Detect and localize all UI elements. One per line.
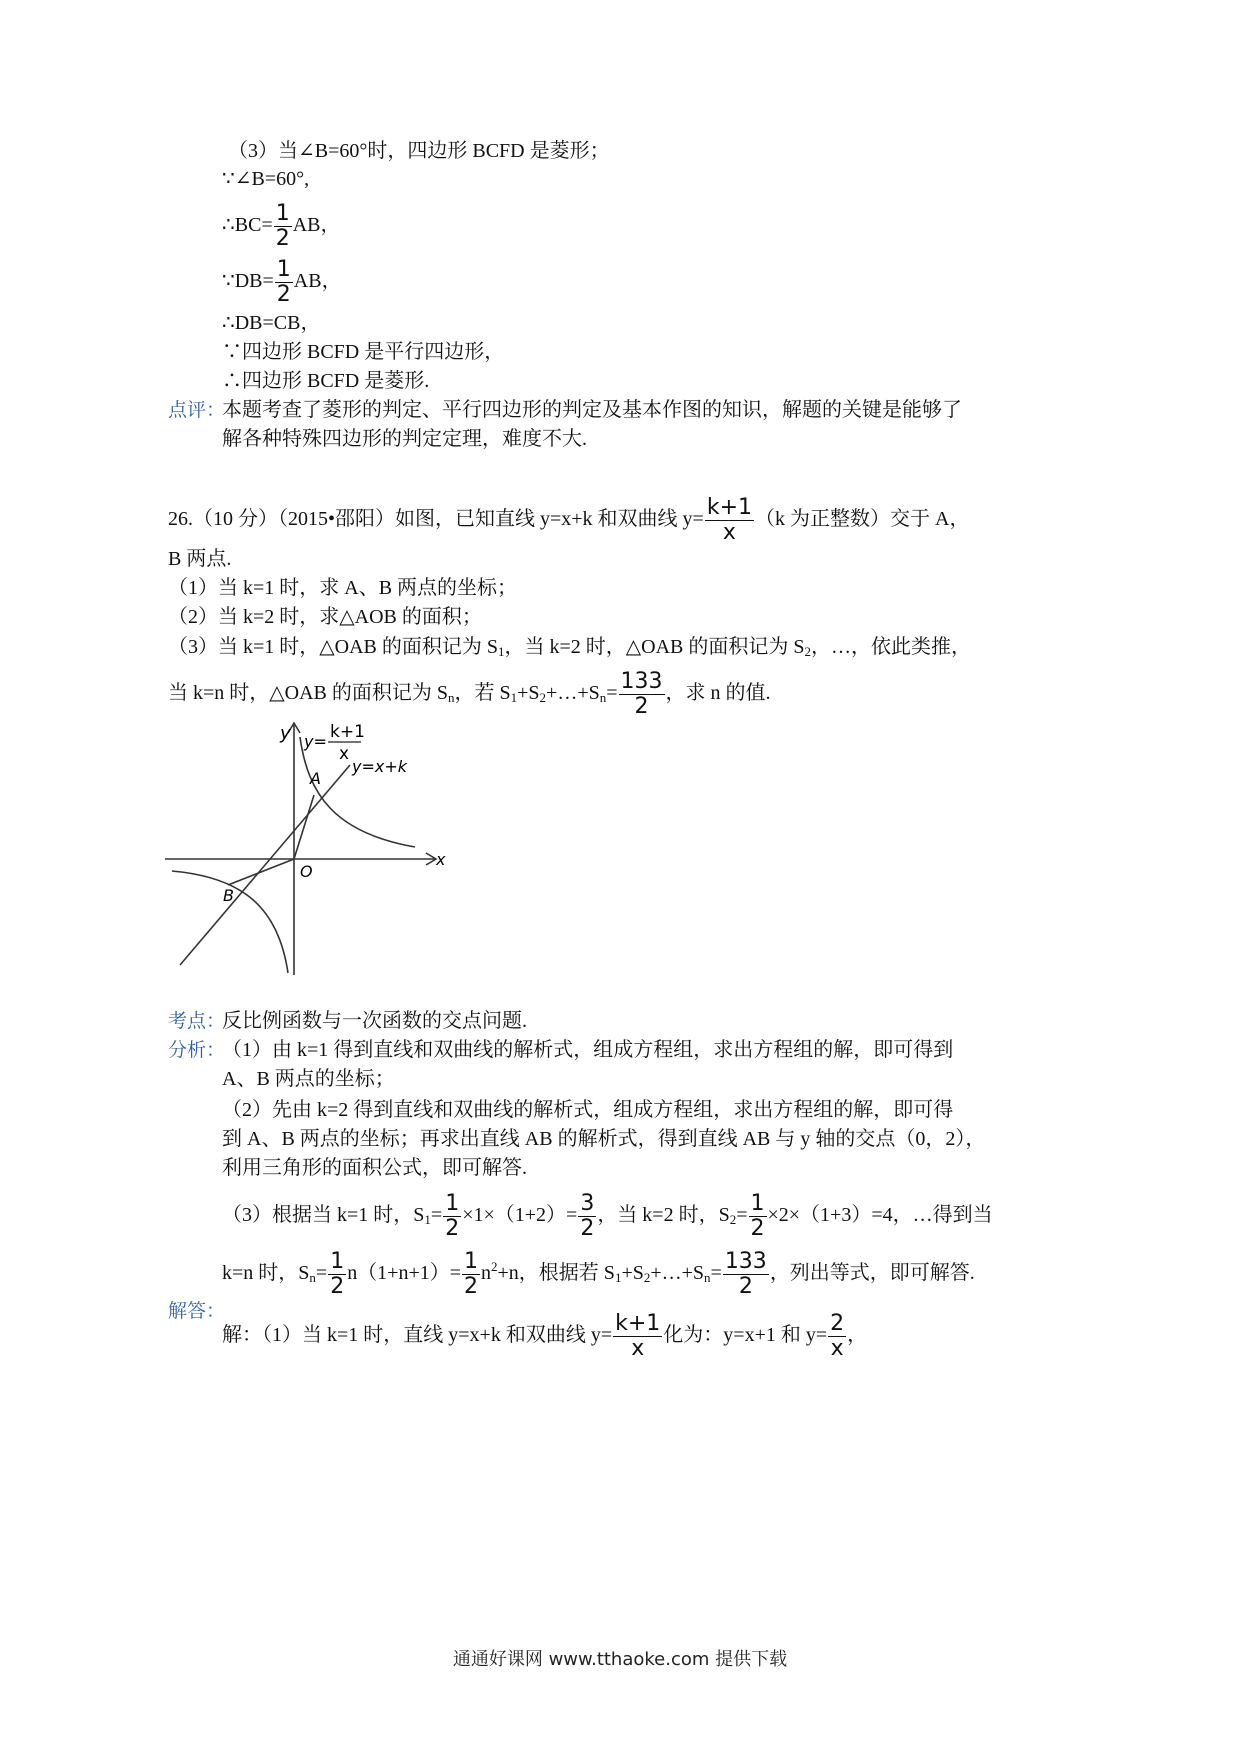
function-graph-figure <box>160 715 460 980</box>
line-label: y=x+k <box>352 757 408 776</box>
comment-line-1: 本题考查了菱形的判定、平行四边形的判定及基本作图的知识，解题的关键是能够了 <box>222 399 962 421</box>
fraction-133-over-2: $\frac{133}{2}$ <box>724 1249 767 1299</box>
fraction-three-halves: $\frac{3}{2}$ <box>580 1191 595 1241</box>
fraction-half: $\frac{1}{2}$ <box>750 1191 765 1241</box>
line-y-equals-x-plus-k <box>180 765 350 965</box>
key-point-label: 考点： <box>168 1010 226 1032</box>
proof-line-6: ∵四边形 BCFD 是平行四边形， <box>222 341 505 363</box>
proof-line-7: ∴四边形 BCFD 是菱形. <box>222 370 430 392</box>
proof-line-5: ∴DB=CB， <box>222 312 321 334</box>
analysis-line-6: （3）根据当 k=1 时，$S_1=$ $\frac{1}{2}$ ×1×（1+2）= $\frac{3}{2}$ ，当 k=2 时，$S_2=$ $\frac{1}{2}$ ×2×（1+3）=4，…得到当 <box>222 1191 993 1241</box>
key-point-text: 反比例函数与一次函数的交点问题. <box>222 1010 527 1032</box>
fraction-half: $\frac{1}{2}$ <box>275 201 290 251</box>
fraction-half: $\frac{1}{2}$ <box>276 257 291 307</box>
fraction-half: $\frac{1}{2}$ <box>445 1191 460 1241</box>
fraction-k-plus-1-over-x: $\frac{k+1}{x}$ <box>706 495 753 545</box>
problem-heading-cont: B 两点. <box>168 548 232 570</box>
y-axis-label: y <box>280 723 291 744</box>
comment-label: 点评： <box>168 399 226 421</box>
proof-line-4: ∵DB= $\frac{1}{2}$ AB， <box>222 257 342 307</box>
curve-label-numerator: k+1 <box>330 722 365 742</box>
analysis-line-2: A、B 两点的坐标； <box>222 1068 395 1090</box>
analysis-label: 分析： <box>168 1039 226 1061</box>
fraction-two-over-x: $\frac{2}{x}$ <box>830 1311 845 1361</box>
comment-line-2: 解各种特殊四边形的判定定理，难度不大. <box>222 428 587 450</box>
solution-label: 解答： <box>168 1300 226 1322</box>
analysis-line-3: （2）先由 k=2 得到直线和双曲线的解析式，组成方程组，求出方程组的解，即可得 <box>222 1099 954 1121</box>
analysis-line-7: k=n 时，$S_n=$ $\frac{1}{2}$ n（1+n+1）= $\frac{1}{2}$ $n^2+n$，根据若 $S_1+S_2+\dots+S_n=$ $\frac{133}{2}$ ，列出等式，即可解答. <box>222 1249 975 1299</box>
proof-line-1: （3）当∠B=60°时，四边形 BCFD 是菱形； <box>228 140 610 162</box>
origin-label: O <box>300 862 313 881</box>
fraction-133-over-2: $\frac{133}{2}$ <box>620 669 663 719</box>
page-footer: 通通好课网 www.tthaoke.com 提供下载 <box>452 1649 788 1670</box>
curve-label-denominator: x <box>339 744 350 764</box>
segment-OB <box>228 859 294 885</box>
question-3: （3）当 k=1 时，△OAB 的面积记为 $S_1$，当 k=2 时，△OAB 的面积记为 $S_2$，…，依此类推， <box>168 636 972 659</box>
hyperbola-branch-1 <box>300 737 415 847</box>
analysis-line-4: 到 A、B 两点的坐标；再求出直线 AB 的解析式，得到直线 AB 与 y 轴的交点（0，2）， <box>222 1128 986 1150</box>
proof-line-3: ∴BC= $\frac{1}{2}$ AB， <box>222 201 341 251</box>
point-a-label: A <box>310 769 321 788</box>
fraction-half: $\frac{1}{2}$ <box>464 1249 479 1299</box>
solution-line-1: 解：（1）当 k=1 时，直线 y=x+k 和双曲线 y= $\frac{k+1}{x}$ 化为：y=x+1 和 y= $\frac{2}{x}$ ， <box>222 1311 868 1361</box>
analysis-line-5: 利用三角形的面积公式，即可解答. <box>222 1157 527 1179</box>
question-1: （1）当 k=1 时，求 A、B 两点的坐标； <box>168 577 518 599</box>
curve-label: y= <box>304 732 327 751</box>
question-3-cont: 当 k=n 时，△OAB 的面积记为 $S_n$，若 $S_1+S_2+\dots+S_n=$ $\frac{133}{2}$ ，求 n 的值. <box>168 669 771 719</box>
fraction-k-plus-1-over-x: $\frac{k+1}{x}$ <box>615 1311 661 1361</box>
x-axis-label: x <box>436 850 446 869</box>
question-2: （2）当 k=2 时，求△AOB 的面积； <box>168 606 482 628</box>
analysis-line-1: （1）由 k=1 得到直线和双曲线的解析式，组成方程组，求出方程组的解，即可得到 <box>222 1039 954 1061</box>
fraction-half: $\frac{1}{2}$ <box>330 1249 345 1299</box>
problem-heading: 26.（10 分）（2015•邵阳）如图，已知直线 y=x+k 和双曲线 y= $\frac{k+1}{x}$ （k 为正整数）交于 A， <box>168 495 970 545</box>
point-b-label: B <box>223 886 234 905</box>
proof-line-2: ∵∠B=60°, <box>222 168 310 190</box>
